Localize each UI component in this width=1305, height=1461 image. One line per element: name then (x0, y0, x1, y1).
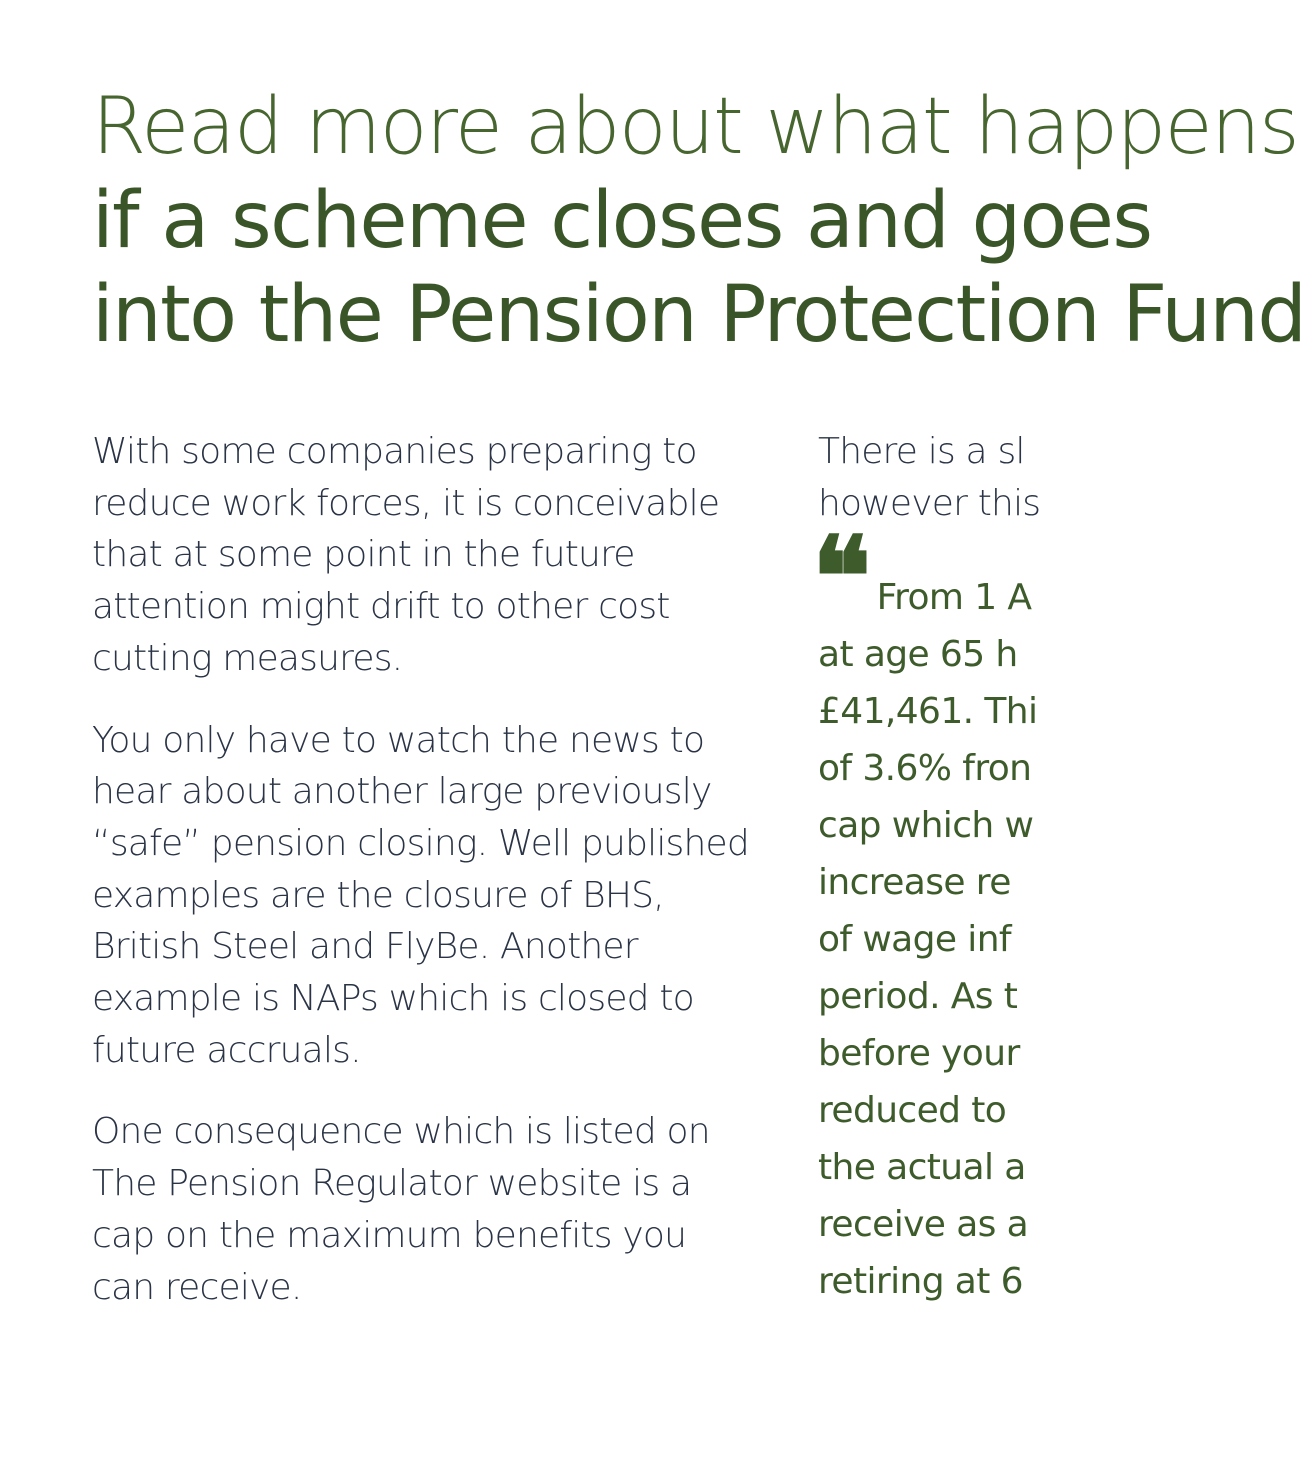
paragraph-1-line: that at some point in the future (92, 534, 635, 576)
intro-line: There is a sl (818, 431, 1025, 472)
quote-line: the actual a (818, 1147, 1026, 1189)
paragraph-1-line: attention might drift to other cost (92, 586, 670, 628)
paragraph-1 (92, 426, 752, 685)
paragraph-3-line: One consequence which is listed on (92, 1111, 710, 1153)
left-column (92, 426, 752, 1343)
paragraph-2-line: example is NAPs which is closed to (92, 978, 694, 1020)
quote-line: retiring at 6 (818, 1261, 1023, 1303)
quote-line (812, 512, 1032, 642)
paragraph-2-line: “safe” pension closing. Well published (92, 822, 749, 864)
pull-quote (812, 512, 1038, 1310)
right-column (812, 426, 1041, 1310)
paragraph-3-line: cap on the maximum benefits you (92, 1214, 687, 1256)
intro-line: however this (818, 482, 1041, 524)
paragraph-3-line: can receive. (92, 1266, 302, 1308)
paragraph-1-line: reduce work forces, it is conceivable (92, 482, 720, 524)
quote-line: increase re (818, 862, 1011, 904)
quote-line: at age 65 h (818, 634, 1018, 676)
paragraph-1-line: cutting measures. (92, 637, 403, 679)
quote-text: From 1 A (876, 577, 1032, 619)
paragraph-2-line: examples are the closure of BHS, (92, 874, 664, 916)
quote-line: cap which w (818, 805, 1034, 847)
paragraph-1-line: With some companies preparing to (92, 431, 697, 472)
paragraph-2-line: future accruals. (92, 1029, 361, 1071)
quote-line: of wage inf (818, 919, 1011, 961)
quote-mark-icon: ❝ (812, 512, 871, 642)
quote-line: period. As t (818, 976, 1018, 1018)
quote-line: of 3.6% fron (818, 748, 1032, 790)
quote-line: reduced to (818, 1090, 1007, 1132)
quote-line: £41,461. Thi (818, 691, 1038, 733)
paragraph-2-line: British Steel and FlyBe. Another (92, 926, 638, 968)
heading-line-2: if a scheme closes and goes (92, 176, 1152, 266)
heading-line-1: Read more about what happens (92, 82, 1299, 172)
paragraph-2-line: hear about another large previously (92, 771, 712, 813)
heading-line-3: into the Pension Protection Fund (92, 270, 1305, 360)
page-heading (92, 80, 1305, 362)
paragraph-3 (92, 1106, 752, 1313)
paragraph-3-line: The Pension Regulator website is a (92, 1163, 692, 1205)
paragraph-2 (92, 715, 752, 1077)
paragraph-2-line: You only have to watch the news to (92, 719, 705, 761)
quote-line: before your (818, 1033, 1020, 1075)
quote-line: receive as a (818, 1204, 1029, 1246)
